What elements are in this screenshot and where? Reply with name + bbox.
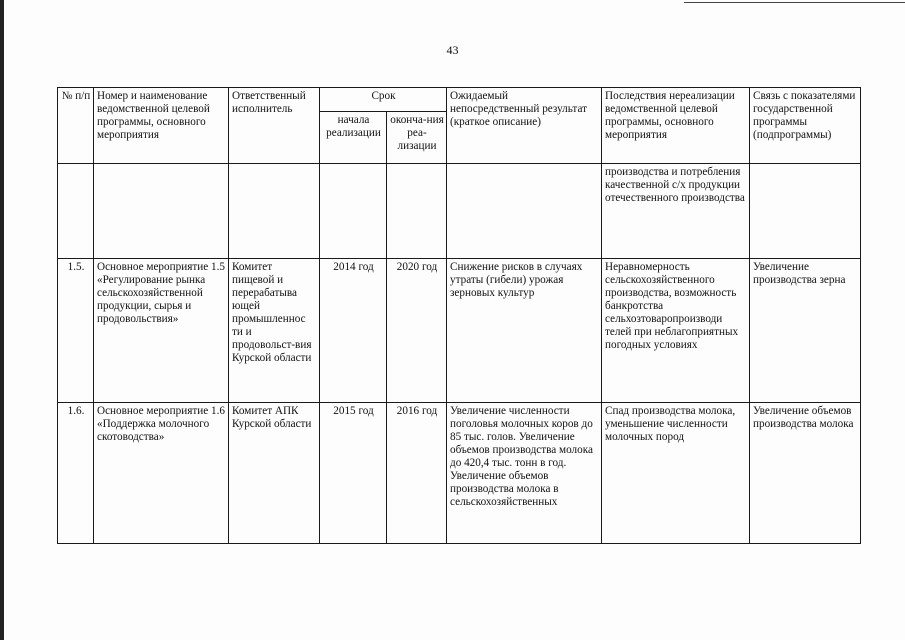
row-link <box>750 164 861 259</box>
row-expected: Снижение рисков в случаях утраты (гибели) урожая зерновых культур <box>447 259 602 403</box>
row-responsible <box>229 164 320 259</box>
measures-table <box>57 87 861 544</box>
row-consequences: Неравномерность сельскохозяйственного производства, возможность банкротства сельхозтоваропроизводи телей при неблагоприятных погодных условиях <box>602 259 750 403</box>
header-term: Срок <box>320 88 447 112</box>
header-term-start: начала реализации <box>320 112 387 164</box>
header-responsible: Ответственный исполнитель <box>229 88 320 164</box>
table-row <box>58 259 861 403</box>
page-number: 43 <box>446 43 459 57</box>
row-start <box>320 164 387 259</box>
table-row <box>58 164 861 259</box>
row-responsible: Комитет АПК Курской области <box>229 403 320 544</box>
table-row <box>58 403 861 544</box>
row-num <box>58 164 94 259</box>
row-end: 2020 год <box>387 259 447 403</box>
header-term-end: оконча-ния реа-лизации <box>387 112 447 164</box>
row-end: 2016 год <box>387 403 447 544</box>
row-consequences: Спад производства молока, уменьшение численности молочных пород <box>602 403 750 544</box>
row-expected: Увеличение численности поголовья молочных коров до 85 тыс. голов. Увеличение объемов производства молока до 420,4 тыс. тонн в год. Увеличение объемов производства молока в сельскохозяйственных <box>447 403 602 544</box>
row-num: 1.6. <box>58 403 94 544</box>
row-name: Основное мероприятие 1.6 «Поддержка молочного скотоводства» <box>94 403 229 544</box>
header-consequences: Последствия нереализации ведомственной целевой программы, основного мероприятия <box>602 88 750 164</box>
row-responsible: Комитет пищевой и перерабатыва ющей промышленнос ти и продовольст-вия Курской области <box>229 259 320 403</box>
row-consequences: производства и потребления качественной с/х продукции отечественного производства <box>602 164 750 259</box>
row-num: 1.5. <box>58 259 94 403</box>
row-name: Основное мероприятие 1.5 «Регулирование рынка сельскохозяйственной продукции, сырья и продовольствия» <box>94 259 229 403</box>
row-link: Увеличение объемов производства молока <box>750 403 861 544</box>
header-num: № п/п <box>58 88 94 164</box>
row-start: 2014 год <box>320 259 387 403</box>
row-end <box>387 164 447 259</box>
row-link: Увеличение производства зерна <box>750 259 861 403</box>
top-rule <box>684 2 905 3</box>
scan-left-border <box>0 0 4 640</box>
row-name <box>94 164 229 259</box>
header-link: Связь с показателями государственной программы (подпрограммы) <box>750 88 861 164</box>
header-name: Номер и наименование ведомственной целевой программы, основного мероприятия <box>94 88 229 164</box>
header-expected: Ожидаемый непосредственный результат (краткое описание) <box>447 88 602 164</box>
row-start: 2015 год <box>320 403 387 544</box>
header-row <box>58 88 861 112</box>
row-expected <box>447 164 602 259</box>
